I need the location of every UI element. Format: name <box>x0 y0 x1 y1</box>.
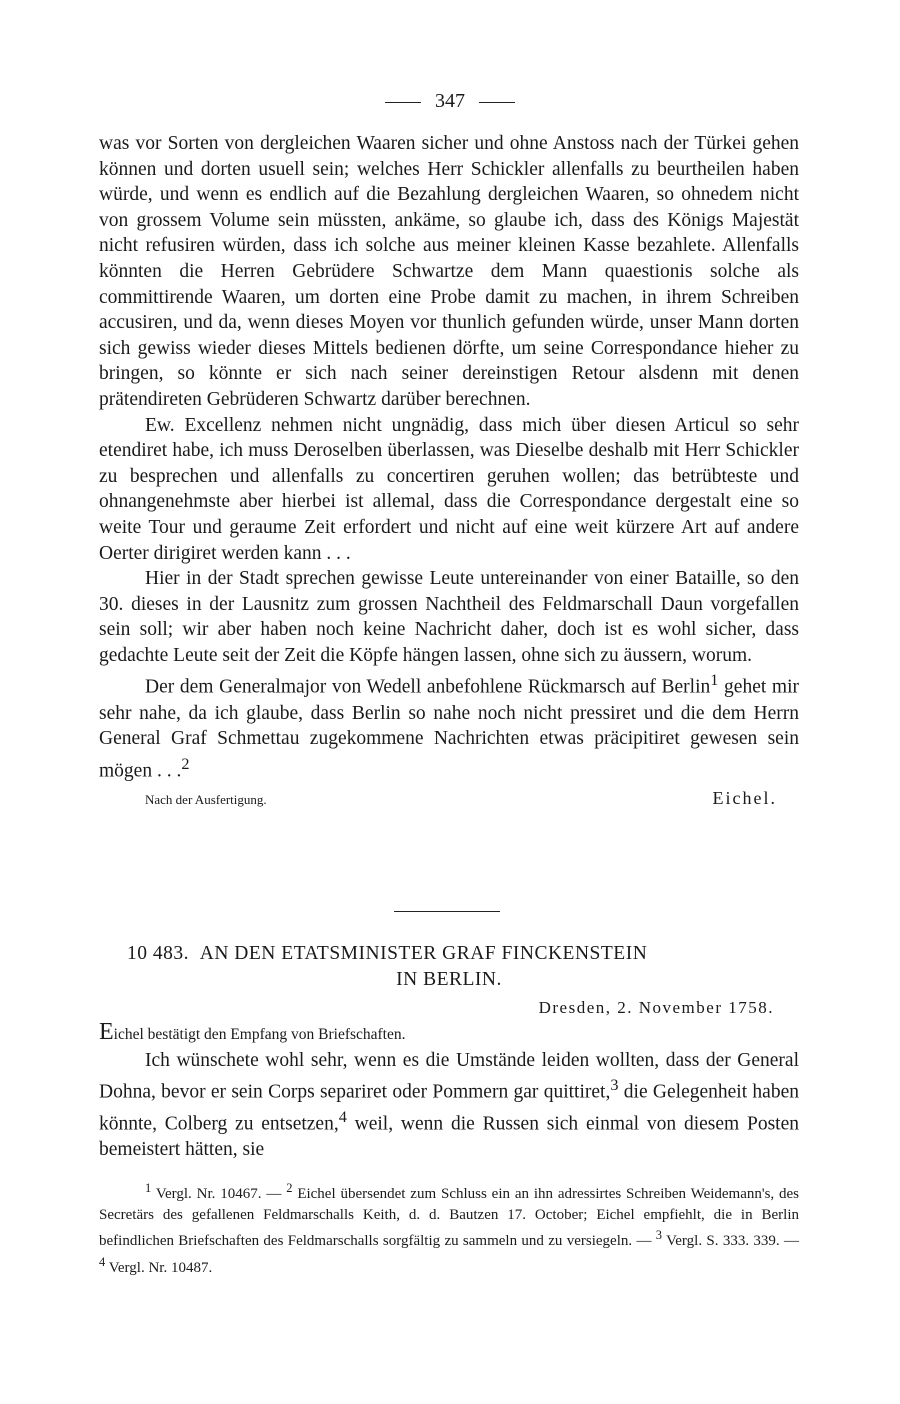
section-divider <box>394 911 500 912</box>
paragraph-4-text-b: gehet mir sehr nahe, da ich glaube, dass Berlin so nahe noch nicht pressiret und die dem Herrn General Graf Schmettau zugekommene Nachrichten etwas präcipitiret gewesen sein mögen . . . <box>99 676 800 782</box>
paragraph-4 <box>99 668 799 783</box>
page-number: 347 <box>435 90 465 112</box>
footnote-mark-3: 3 <box>655 1228 663 1243</box>
document-summary <box>99 1020 799 1048</box>
footnote-1: Vergl. Nr. 10467. — <box>151 1186 287 1202</box>
footnote-mark-1: 1 <box>145 1181 152 1195</box>
heading-line-2: IN BERLIN. <box>396 969 502 990</box>
page-header <box>0 90 900 113</box>
document-body <box>99 1020 799 1163</box>
source-line <box>99 786 799 813</box>
doc-p1-text-c: weil, wenn die Russen sich einmal von diesem Posten bemeistert hätten, sie <box>99 1113 799 1161</box>
paragraph-2: Ew. Excellenz nehmen nicht ungnädig, dass mich über diesen Articul so sehr etendiret habe, ich muss Deroselben überlassen, was Dieselbe deshalb mit Herr Schickler zu besprechen und allenfalls zu concertiren geruhen wollen; das betrübteste und ohnangenehmste aber hierbei ist allemal, dass die Correspondance dergestalt eine so weite Tour und geraume Zeit erfordert und nicht auf eine weit kürzere Art auf andere Oerter dirigiret werden kann . . . <box>99 414 799 564</box>
doc-p1-text-b: die Gelegenheit haben könnte, Colberg zu entsetzen, <box>99 1081 799 1135</box>
paragraph-3: Hier in der Stadt sprechen gewisse Leute untereinander von einer Bataille, so den 30. dieses in der Lausnitz zum grossen Nachtheil des Feldmarschall Daun vorgefallen sein soll; wir aber haben noch keine Nachricht daher, doch ist es wohl sicher, dass gedachte Leute seit der Zeit die Köpfe hängen lassen, ohne sich zu äussern, worum. <box>99 568 799 666</box>
footnote-4: Vergl. Nr. 10487. <box>105 1259 213 1276</box>
document-heading <box>99 941 799 992</box>
heading-line-1 <box>127 941 799 966</box>
doc-p1-text-a: Ich wünschete wohl sehr, wenn es die Umstände leiden wollten, dass der General Dohna, bevor er sein Corps separiret oder Pommern gar quittiret, <box>99 1049 799 1103</box>
signature: Eichel. <box>712 787 777 808</box>
source-note: Nach der Ausfertigung. <box>145 791 267 807</box>
paragraph-1: was vor Sorten von dergleichen Waaren sicher und ohne Anstoss nach der Türkei gehen können und dorten usuell sein; welches Herr Schickler allenfalls zu beurtheilen haben würde, und wenn es endlich auf die Bezahlung dergleichen Waaren, so ohnedem nicht von grossem Volume sein müssten, ankäme, so glaube ich, dass des Königs Majestät nicht refusiren würden, dass ich solche aus meiner kleinen Kasse bezahlete. Allenfalls könnten die Herren Gebrüdere Schwartze dem Mann quaestionis solche als committirende Waaren, um dorten eine Probe damit zu machen, in ihrem Schreiben accusiren, und da, wenn dieses Moyen vor thunlich gefunden würde, unser Mann dorten sich gewiss wieder dieses Mittels bedienen dörfte, um seine Correspondance hieher zu bringen, so könnte er sich nach seiner dereinstigen Retour alsdenn mit denen prätendireten Gebrüderen Schwartz darüber berechnen. <box>99 133 799 410</box>
footnote-mark-2: 2 <box>286 1181 293 1195</box>
footnote-3: Vergl. S. 333. 339. — <box>662 1233 799 1250</box>
document-number: 10 483. <box>127 943 189 964</box>
heading-title: AN DEN ETATSMINISTER GRAF FINCKENSTEIN <box>199 943 648 964</box>
paragraph-4-text-a: Der dem Generalmajor von Wedell anbefohlene Rückmarsch auf Berlin <box>145 676 711 698</box>
footnotes <box>99 1178 799 1278</box>
summary-text: ichel bestätigt den Empfang von Briefschaften. <box>113 1026 406 1043</box>
header-dash-left <box>385 102 421 103</box>
footnote-ref-4: 4 <box>338 1108 347 1127</box>
footnote-ref-1: 1 <box>710 671 719 690</box>
footnote-paragraph <box>99 1178 799 1278</box>
footnote-mark-4: 4 <box>99 1254 106 1269</box>
header-dash-right <box>479 102 515 103</box>
summary-initial: E <box>99 1019 114 1045</box>
dateline: Dresden, 2. November 1758. <box>538 998 774 1017</box>
letter-body <box>99 131 799 812</box>
document-paragraph-1 <box>99 1048 799 1163</box>
footnote-2: Eichel übersendet zum Schluss ein an ihn adressirtes Schreiben Weidemann's, des Secretärs des gefallenen Feldmarschalls Keith, d. d. Bautzen 17. October; Eichel empfiehlt, die in Berlin befindlichen Briefschaften des Feldmarschalls sorgfältig zu sammeln und zu versiegeln. — <box>99 1186 800 1250</box>
footnote-ref-2: 2 <box>181 754 190 773</box>
footnote-ref-3: 3 <box>610 1076 619 1095</box>
